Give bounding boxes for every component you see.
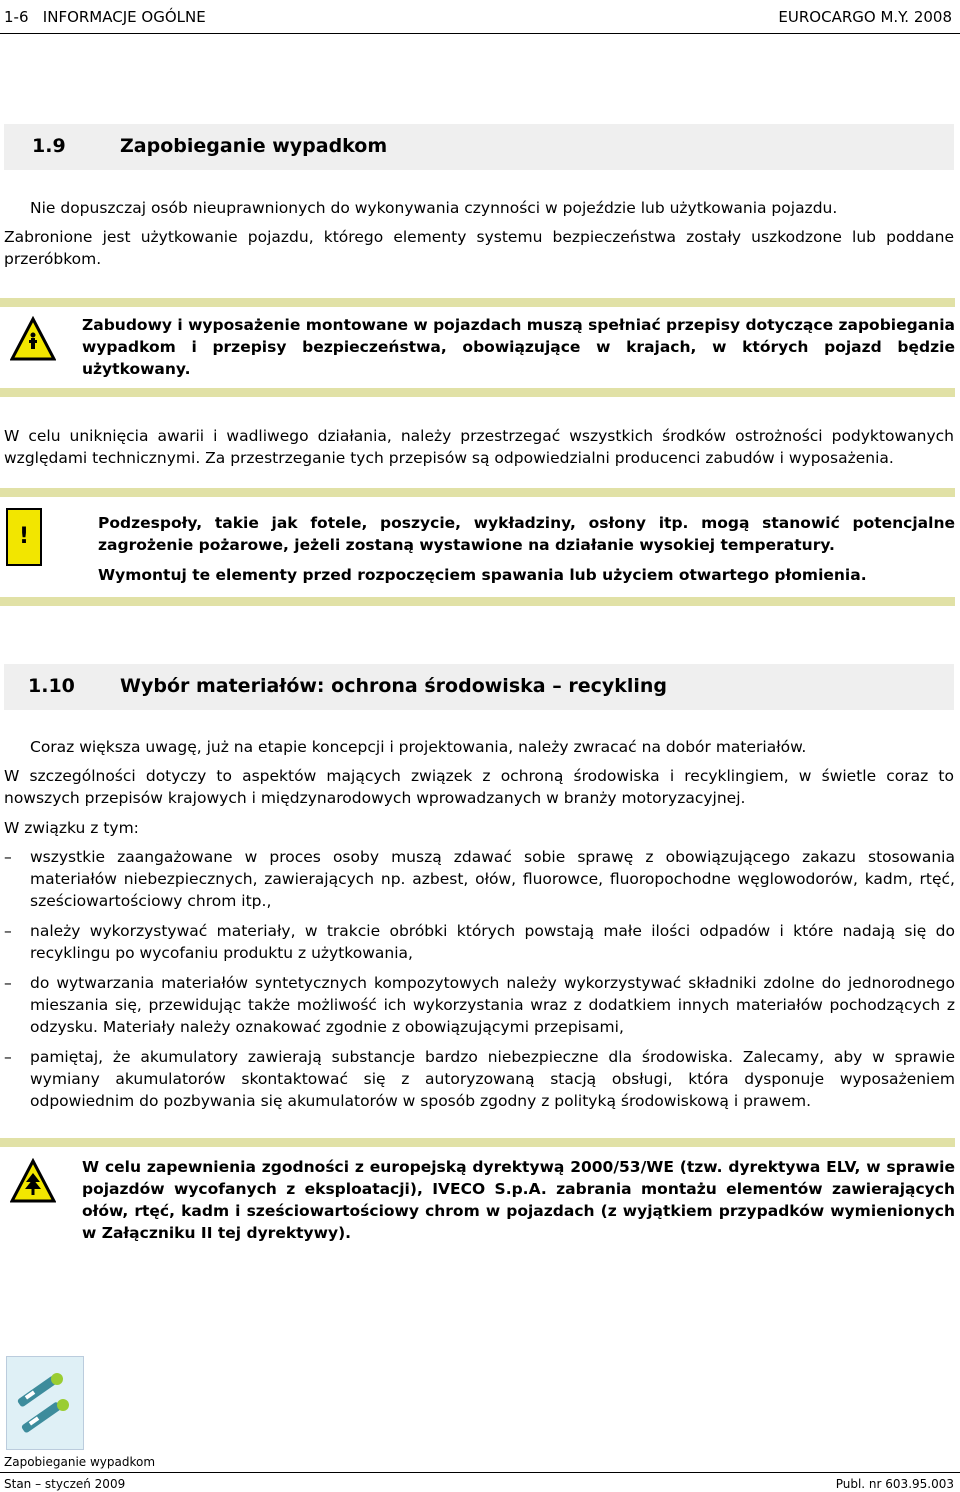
paragraph: Coraz większa uwagę, już na etapie koncepcji i projektowania, należy zwracać na dobór materiałów. — [30, 738, 807, 756]
warning-bar-top — [0, 488, 955, 497]
note-bar-top — [0, 1138, 955, 1147]
exclamation-icon — [6, 508, 42, 566]
paragraph: W związku z tym: — [4, 819, 139, 837]
recycling-icon — [10, 1158, 50, 1198]
header-divider — [0, 33, 960, 34]
bullet-marker: – — [4, 848, 12, 866]
bullet-marker: – — [4, 1048, 12, 1066]
thumbnail-caption: Zapobieganie wypadkom — [4, 1455, 156, 1469]
section-heading-1-10 — [4, 664, 954, 710]
note-text: W celu zapewnienia zgodności z europejską dyrektywą 2000/53/WE (tzw. dyrektywa ELV, w sprawie pojazdów wycofanych z eksploatacji), IVECO S.p.A. zabrania montażu elementów zawierających ołów, rtęć, kadm i sześciowartościowy chrom w pojazdach (z wyjątkiem przypadków wymienionych w Załączniku II tej dyrektywy). — [82, 1158, 955, 1242]
list-item: do wytwarzania materiałów syntetycznych kompozytowych należy wykorzystywać składniki zdolne do jednorodnego mieszania się, przewidując także możliwość ich wykorzystania wraz z dodatkiem innych materiałów pochodzących z odzysku. Materiały należy oznakować zgodnie z obowiązującymi przepisami, — [30, 974, 955, 1036]
wrench-icon — [17, 1373, 69, 1434]
section-number: 1.9 — [32, 135, 66, 157]
header-left-text: 1-6 INFORMACJE OGÓLNE — [4, 8, 206, 26]
list-item: należy wykorzystywać materiały, w trakcie obróbki których powstają małe ilości odpadów i które nadają się do recyklingu po wycofaniu produktu z użytkowania, — [30, 922, 955, 962]
header-right: EUROCARGO M.Y. 2008 — [778, 8, 952, 26]
paragraph: Zabronione jest użytkowanie pojazdu, którego elementy systemu bezpieczeństwa zostały uszkodzone lub poddane przeróbkom. — [4, 228, 954, 268]
exclamation-symbol: ! — [18, 524, 30, 549]
bullet-marker: – — [4, 974, 12, 992]
paragraph: W celu uniknięcia awarii i wadliwego działania, należy przestrzegać wszystkich środków ostrożności podyktowanych względami technicznymi. Za przestrzeganie tych przepisów są odpowiedzialni producenci zabudów i wyposażenia. — [4, 427, 954, 467]
header-left — [4, 8, 206, 26]
list-item: pamiętaj, że akumulatory zawierają substancje bardzo niebezpieczne dla środowiska. Zalecamy, aby w sprawie wymiany akumulatorów skontaktować się z autoryzowaną stacją obsługi, która dysponuje wyposażeniem odpowiednim do pozbywania się akumulatorów w sposób zgodny z polityką środowiskową i prawem. — [30, 1048, 955, 1110]
note-text: Zabudowy i wyposażenie montowane w pojazdach muszą spełniać przepisy dotyczące zapobiegania wypadkom i przepisy bezpieczeństwa, obowiązujące w krajach, w których pojazd będzie użytkowany. — [82, 316, 955, 378]
section-title: Zapobieganie wypadkom — [120, 135, 388, 157]
note-bar-bottom — [0, 388, 955, 397]
note-bar-top — [0, 298, 955, 307]
section-heading-1-9 — [4, 124, 954, 170]
section-title: Wybór materiałów: ochrona środowiska – recykling — [120, 675, 668, 697]
warning-bar-bottom — [0, 597, 955, 606]
footer-divider — [0, 1472, 960, 1473]
footer-right: Publ. nr 603.95.003 — [835, 1477, 954, 1491]
warning-text-2: Wymontuj te elementy przed rozpoczęciem spawania lub użyciem otwartego płomienia. — [98, 566, 867, 584]
warning-person-icon — [10, 316, 50, 356]
bullet-marker: – — [4, 922, 12, 940]
paragraph: W szczególności dotyczy to aspektów mających związek z ochroną środowiska i recyklingiem, w świetle coraz to nowszych przepisów krajowych i międzynarodowych wprowadzanych w branży motoryzacyjnej. — [4, 767, 954, 807]
warning-text: Podzespoły, takie jak fotele, poszycie, wykładziny, osłony itp. mogą stanowić potencjalne zagrożenie pożarowe, jeżeli zostaną wystawione na działanie wysokiej temperatury. — [98, 514, 955, 554]
thumbnail-image — [6, 1356, 84, 1450]
section-number: 1.10 — [28, 675, 75, 697]
paragraph: Nie dopuszczaj osób nieuprawnionych do wykonywania czynności w pojeździe lub użytkowania pojazdu. — [30, 199, 838, 217]
footer-left: Stan – styczeń 2009 — [4, 1477, 126, 1491]
list-item: wszystkie zaangażowane w proces osoby muszą zdawać sobie sprawę z obowiązującego zakazu stosowania materiałów niebezpiecznych, zawierających np. azbest, ołów, fluorowce, fluoropochodne węglowodorów, kadm, rtęć, sześciowartościowy chrom itp., — [30, 848, 955, 910]
